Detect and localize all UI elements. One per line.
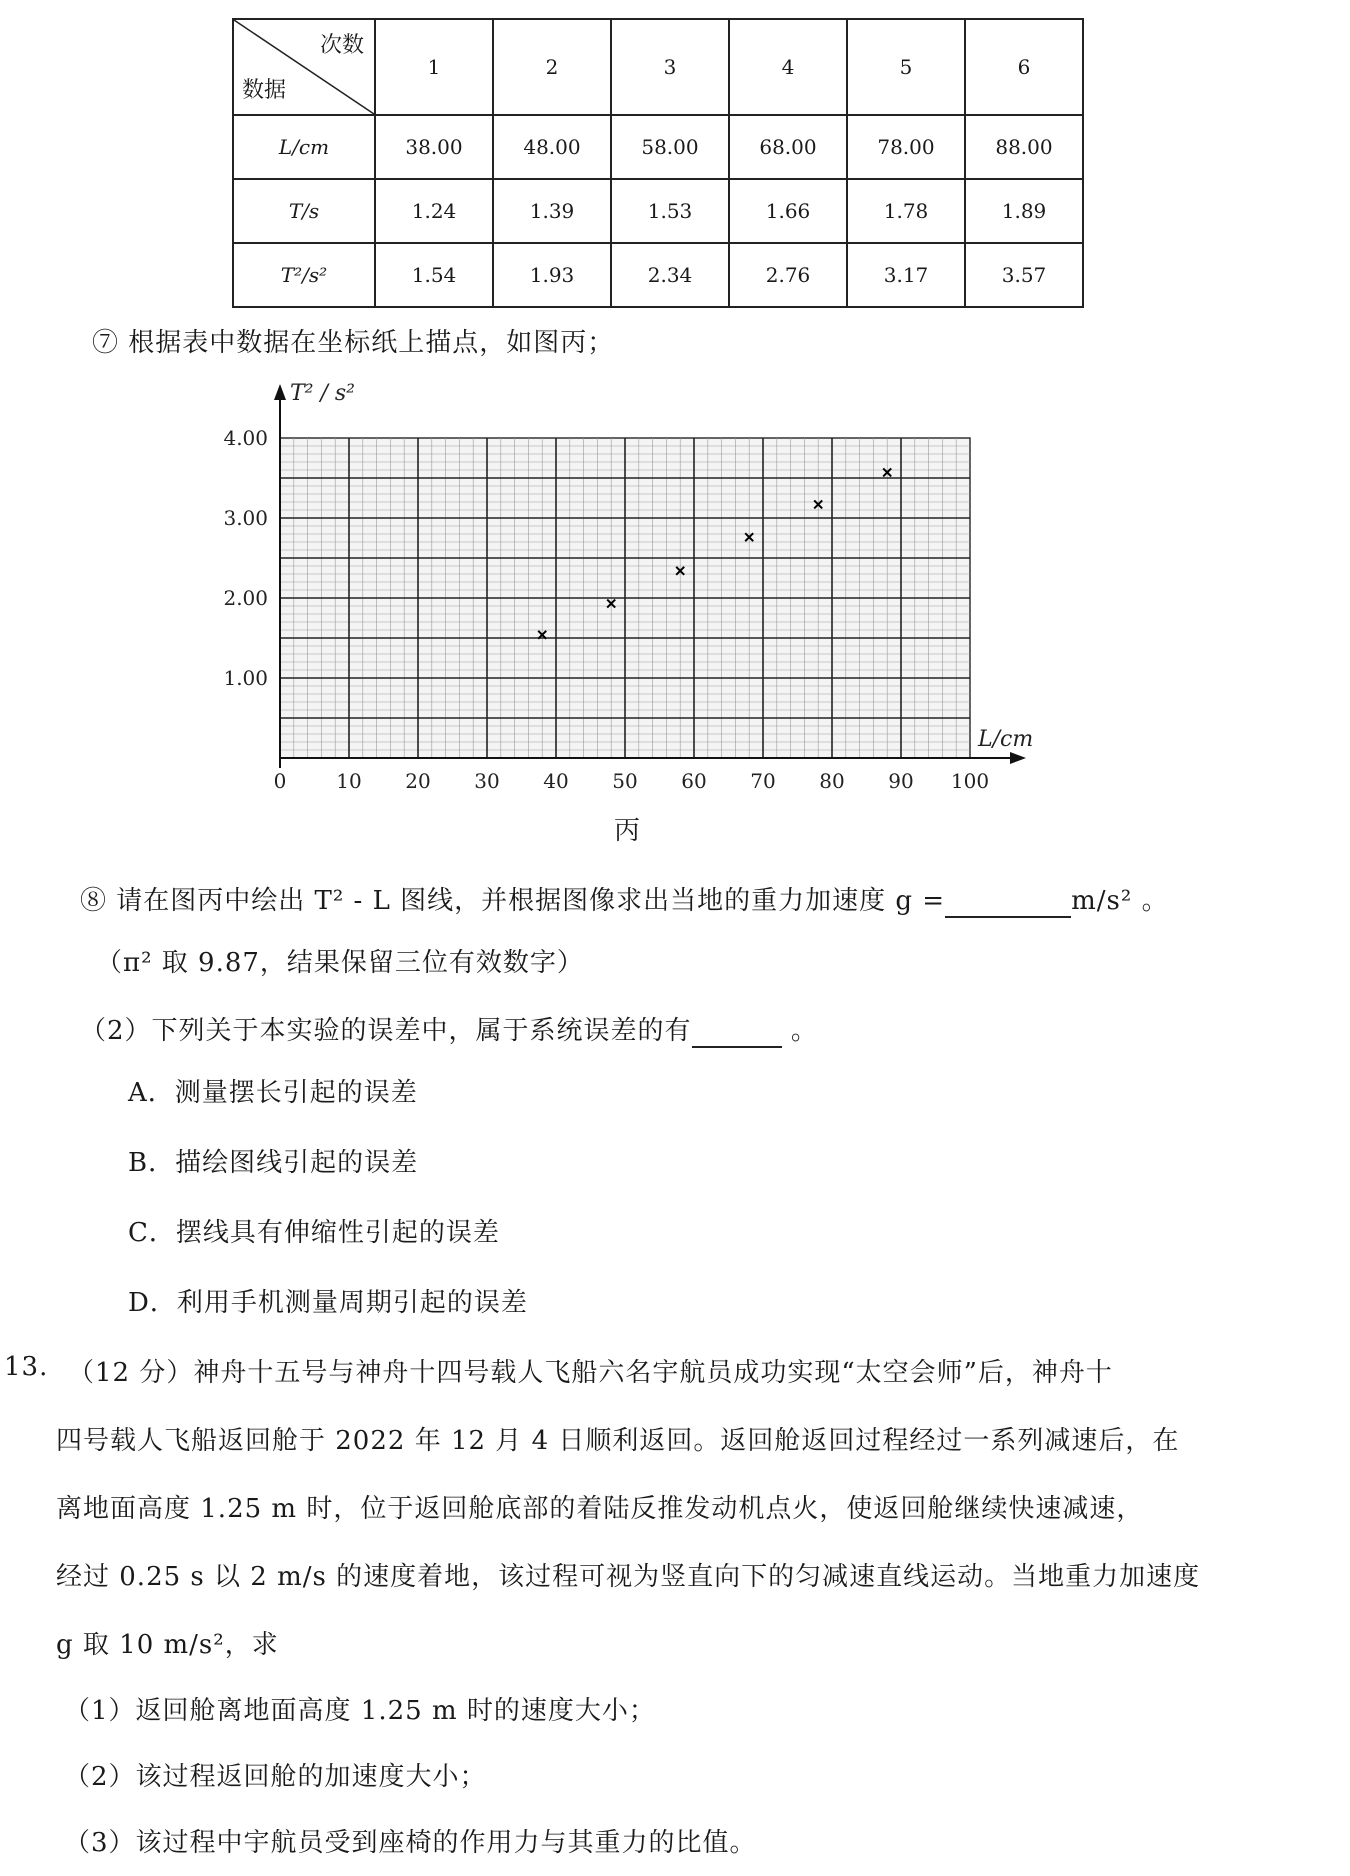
column-header: 6: [965, 19, 1083, 115]
step8-line: [80, 880, 1169, 918]
step8-text: ⑧ 请在图丙中绘出 T² - L 图线，并根据图像求出当地的重力加速度 g =: [80, 886, 946, 916]
table-cell: 1.89: [965, 179, 1083, 243]
table-cell: 58.00: [611, 115, 729, 179]
table-row: [233, 179, 1083, 243]
corner-bottom-label: 数据: [242, 78, 287, 103]
step8-note: （π² 取 9.87，结果保留三位有效数字）: [96, 948, 584, 978]
x-tick-label: 70: [750, 769, 776, 793]
table-cell: 38.00: [375, 115, 493, 179]
q2-text: （2）下列关于本实验的误差中，属于系统误差的有: [80, 1016, 692, 1046]
y-tick-label: 3.00: [223, 506, 268, 530]
step7-text: ⑦ 根据表中数据在坐标纸上描点，如图丙；: [92, 328, 615, 358]
y-tick-label: 2.00: [223, 586, 268, 610]
table-cell: 2.34: [611, 243, 729, 307]
x-tick-label: 90: [888, 769, 914, 793]
table-cell: 1.54: [375, 243, 493, 307]
row-label: L/cm: [233, 115, 375, 179]
q13-sub-1: （1）返回舱离地面高度 1.25 m 时的速度大小；: [64, 1696, 656, 1726]
y-axis-label: T² / s²: [290, 381, 356, 406]
x-axis-label: L/cm: [978, 727, 1034, 752]
table-cell: 3.57: [965, 243, 1083, 307]
step8-unit: m/s²: [1071, 886, 1133, 916]
table-row: [233, 115, 1083, 179]
q13-line-2: 四号载人飞船返回舱于 2022 年 12 月 4 日顺利返回。返回舱返回过程经过一系列减速后，在: [56, 1426, 1180, 1456]
column-header: 2: [493, 19, 611, 115]
table-cell: 2.76: [729, 243, 847, 307]
x-tick-label: 0: [273, 769, 287, 793]
y-tick-label: 4.00: [223, 426, 268, 450]
row-label: T²/s²: [233, 243, 375, 307]
option-c: C．摆线具有伸缩性引起的误差: [128, 1218, 500, 1248]
table-cell: 1.66: [729, 179, 847, 243]
x-tick-label: 30: [474, 769, 500, 793]
q2-line: [80, 1010, 818, 1048]
q2-end: 。: [790, 1016, 818, 1046]
data-table: [232, 18, 1084, 308]
corner-top-label: 次数: [319, 33, 364, 58]
q13-line-3: 离地面高度 1.25 m 时，位于返回舱底部的着陆反推发动机点火，使返回舱继续快速减速，: [56, 1494, 1144, 1524]
step8-end: 。: [1141, 886, 1169, 916]
q13-sub-2: （2）该过程返回舱的加速度大小；: [64, 1762, 487, 1792]
option-d: D．利用手机测量周期引起的误差: [128, 1288, 528, 1318]
table-cell: 1.53: [611, 179, 729, 243]
column-header: 4: [729, 19, 847, 115]
x-tick-label: 10: [336, 769, 362, 793]
row-label: T/s: [233, 179, 375, 243]
column-header: 1: [375, 19, 493, 115]
x-tick-label: 40: [543, 769, 569, 793]
x-tick-label: 60: [681, 769, 707, 793]
table-cell: 1.93: [493, 243, 611, 307]
table-cell: 78.00: [847, 115, 965, 179]
chart-caption: 丙: [614, 816, 642, 846]
table-cell: 1.78: [847, 179, 965, 243]
table-corner-cell: [233, 19, 375, 115]
y-axis-arrow-icon: [274, 384, 286, 400]
x-tick-label: 20: [405, 769, 431, 793]
table-header-row: [233, 19, 1083, 115]
q13-line-5: g 取 10 m/s²，求: [56, 1630, 279, 1660]
answer-blank-q2[interactable]: [692, 1016, 782, 1048]
table-cell: 48.00: [493, 115, 611, 179]
q13-sub-3: （3）该过程中宇航员受到座椅的作用力与其重力的比值。: [64, 1828, 757, 1858]
x-tick-label: 50: [612, 769, 638, 793]
answer-blank-g[interactable]: [945, 886, 1071, 918]
column-header: 5: [847, 19, 965, 115]
option-b: B．描绘图线引起的误差: [128, 1148, 419, 1178]
q13-number: 13.: [4, 1352, 49, 1382]
table-cell: 3.17: [847, 243, 965, 307]
t2-l-graph: [200, 378, 1034, 838]
q13-line-1: （12 分）神舟十五号与神舟十四号载人飞船六名宇航员成功实现“太空会师”后，神舟十: [68, 1358, 1113, 1388]
column-header: 3: [611, 19, 729, 115]
table-row: [233, 243, 1083, 307]
x-tick-label: 100: [950, 769, 990, 793]
q13-line-4: 经过 0.25 s 以 2 m/s 的速度着地，该过程可视为竖直向下的匀减速直线运动。当地重力加速度: [56, 1562, 1201, 1592]
x-axis-arrow-icon: [1010, 752, 1026, 764]
x-tick-label: 80: [819, 769, 845, 793]
table-cell: 1.24: [375, 179, 493, 243]
y-tick-label: 1.00: [223, 666, 268, 690]
table-cell: 1.39: [493, 179, 611, 243]
table-cell: 88.00: [965, 115, 1083, 179]
table-cell: 68.00: [729, 115, 847, 179]
option-a: A．测量摆长引起的误差: [128, 1078, 418, 1108]
